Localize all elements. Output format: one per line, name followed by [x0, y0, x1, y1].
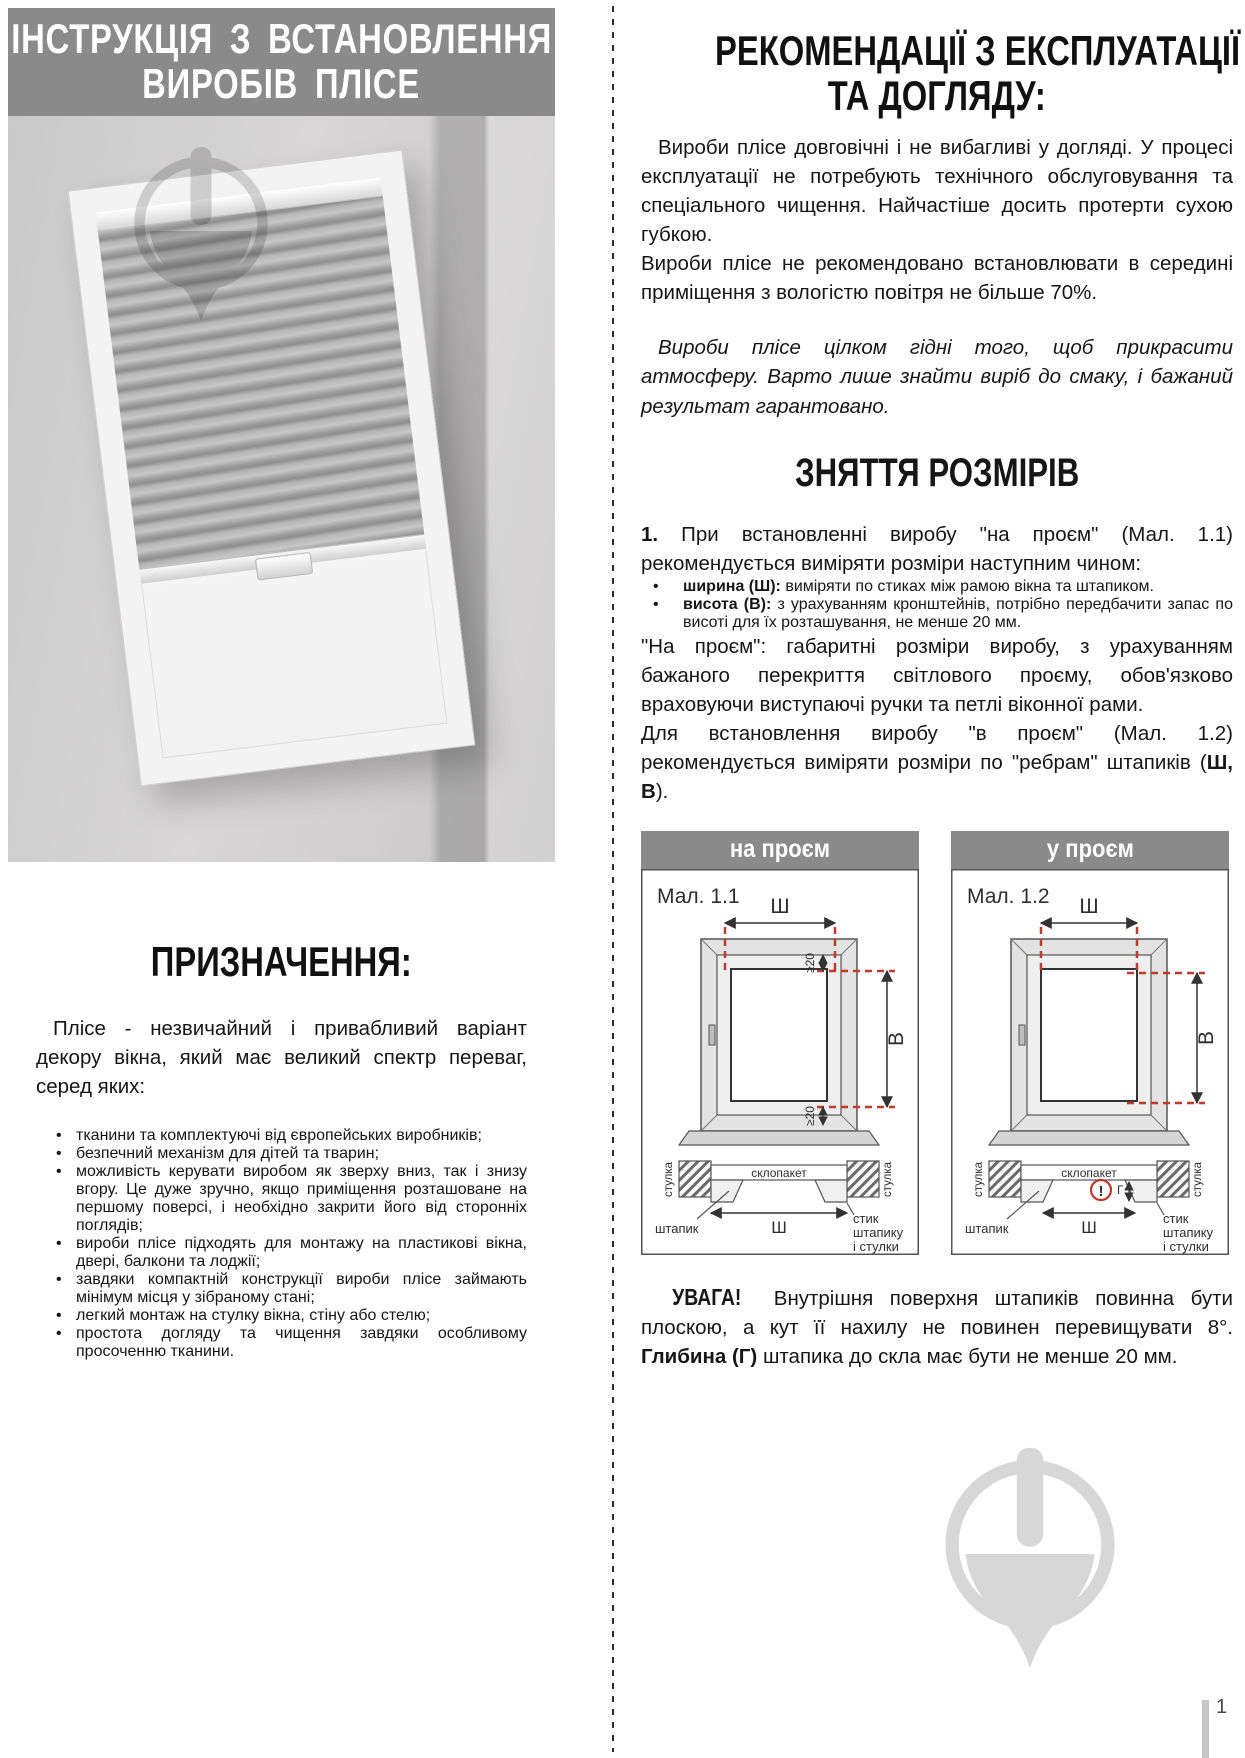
- page-number: 1: [1216, 1696, 1228, 1718]
- panel-header-label: у проєм: [1046, 835, 1134, 864]
- care-heading-line1-wrap: [641, 27, 1241, 74]
- bullet-dot: •: [653, 595, 659, 613]
- purpose-list: [36, 1127, 527, 1361]
- list-item: [36, 1271, 527, 1307]
- bullet-text: [683, 578, 1233, 596]
- purpose-heading: ПРИЗНАЧЕННЯ:: [151, 938, 412, 985]
- purpose-heading-wrap: [36, 938, 527, 986]
- column-divider: [612, 6, 614, 1752]
- bullet-dot: •: [653, 577, 659, 595]
- list-item: [641, 596, 1233, 632]
- care-paragraph-3: Вироби плісе цілком гідні того, щоб прикрасити атмосферу. Варто лише знайти виріб до смаку, і бажаний результат гарантовано.: [641, 336, 1233, 418]
- measurement-diagrams: [641, 831, 1233, 1255]
- purpose-section: [8, 862, 555, 1361]
- attention-label: УВАГА!: [672, 1283, 742, 1310]
- footer-divider: [1202, 1700, 1209, 1758]
- warning-exclamation: !: [1098, 1182, 1104, 1200]
- pleated-blind: [96, 178, 428, 598]
- figure-caption: Мал. 1.2: [967, 884, 1050, 908]
- bullet-dot: •: [56, 1127, 62, 1145]
- right-column: [641, 0, 1241, 1371]
- attention-paragraph: [641, 1281, 1233, 1372]
- sash-right-label: стулка: [882, 1161, 894, 1197]
- diagram-panel-on-opening: [641, 831, 919, 1255]
- list-item: [36, 1235, 527, 1271]
- purpose-intro: Плісе - незвичайний і привабливий варіант декору вікна, який має великий спектр переваг, серед яких:: [36, 1017, 527, 1099]
- glass-label: склопакет: [751, 1165, 807, 1180]
- bullet-dot: •: [56, 1235, 62, 1253]
- height-desc: з урахуванням кронштейнів, потрібно передбачити запас по висоті для їх розташування, не менше 20 мм.: [683, 595, 1233, 631]
- measuring-heading-wrap: [641, 451, 1233, 496]
- width-term: ширина (Ш):: [683, 577, 781, 595]
- bullet-dot: •: [56, 1145, 62, 1163]
- height-dim-label: В: [885, 1031, 908, 1046]
- depth-label: Г: [1117, 1182, 1124, 1197]
- product-photo: [8, 116, 555, 862]
- bead-label: штапик: [655, 1220, 699, 1236]
- section-width-label: Ш: [771, 1217, 787, 1237]
- care-paragraph-2: Вироби плісе не рекомендовано встановлювати в середині приміщення з вологістю повітря не більше 70%.: [641, 252, 1233, 305]
- bullet-text: вироби плісе підходять для монтажу на пластикові вікна, двері, балкони та лоджії;: [76, 1235, 527, 1271]
- measuring-heading: ЗНЯТТЯ РОЗМІРІВ: [794, 450, 1080, 495]
- width-dim-label: Ш: [1079, 894, 1099, 918]
- header-title-line1: ІНСТРУКЦІЯ З ВСТАНОВЛЕННЯ: [11, 15, 552, 63]
- bullet-dot: •: [56, 1307, 62, 1325]
- watermark-logo: [935, 1442, 1125, 1689]
- in-opening-end: ).: [655, 780, 669, 804]
- header-title-line2-wrap: [103, 62, 459, 107]
- joint-label-3: і стулки: [853, 1238, 899, 1254]
- attention-depth-term: Глибина (Г): [641, 1345, 758, 1369]
- window-render: [68, 150, 476, 787]
- joint-label-1: стик: [1163, 1210, 1189, 1226]
- in-opening-paragraph: [641, 719, 1233, 806]
- list-item: [641, 578, 1233, 596]
- bullet-text: простота догляду та чищення завдяки особливому просоченню тканини.: [76, 1325, 527, 1361]
- bullet-text: безпечний механізм для дітей та тварин;: [76, 1145, 380, 1163]
- bead-label: штапик: [965, 1220, 1009, 1236]
- diagram-figure-1-1: [641, 869, 919, 1255]
- bullet-text: тканини та комплектуючі від європейських виробників;: [76, 1127, 482, 1145]
- list-item: [36, 1163, 527, 1235]
- sash-right-label: стулка: [1192, 1161, 1204, 1197]
- care-heading-line2-wrap: [641, 73, 1233, 118]
- bullet-dot: •: [56, 1163, 62, 1181]
- joint-label-3: і стулки: [1163, 1238, 1209, 1254]
- width-desc: виміряти по стиках між рамою вікна та штапиком.: [785, 577, 1154, 595]
- blind-handle: [254, 552, 312, 581]
- care-heading-line2: ТА ДОГЛЯДУ:: [827, 72, 1047, 120]
- figure-caption: Мал. 1.1: [657, 884, 740, 908]
- bullet-dot: •: [56, 1271, 62, 1289]
- joint-label-2: штапику: [853, 1224, 904, 1240]
- care-heading-line1: РЕКОМЕНДАЦІЇ З ЕКСПЛУАТАЦІЇ: [715, 27, 1241, 74]
- step-number: 1.: [641, 522, 659, 546]
- list-item: [36, 1127, 527, 1145]
- glass-label: склопакет: [1061, 1165, 1117, 1180]
- dims-bold: Ш, В: [641, 751, 1233, 804]
- in-opening-text: Для встановлення виробу "в проєм" (Мал. 1.2) рекомендується виміряти розміри по "ребрам" штапиків (: [641, 722, 1233, 775]
- sash-left-label: стулка: [973, 1161, 985, 1197]
- bullet-text: завдяки компактній конструкції вироби плісе займають мінімум місця у зібраному стані;: [76, 1271, 527, 1307]
- measuring-intro: [641, 520, 1233, 578]
- sash-left-label: стулка: [663, 1161, 675, 1197]
- joint-label-2: штапику: [1163, 1224, 1214, 1240]
- window-handle: [1019, 1025, 1025, 1045]
- panel-header: [951, 831, 1229, 869]
- height-term: висота (В):: [683, 595, 772, 613]
- diagram-panel-in-opening: [951, 831, 1229, 1255]
- measuring-list: [641, 578, 1233, 632]
- panel-header-label: на проєм: [729, 835, 831, 864]
- blind-pleats: [98, 196, 424, 568]
- header-title-line2: ВИРОБІВ ПЛІСЕ: [142, 60, 421, 107]
- panel-header: [641, 831, 919, 869]
- attention-text-1: Внутрішня поверхня штапиків повинна бути плоскою, а кут її нахилу не повинен перевищувати 8°.: [641, 1286, 1233, 1340]
- instruction-header: [8, 8, 555, 116]
- height-dim-label: В: [1195, 1030, 1218, 1045]
- bullet-text: можливість керувати виробом як зверху вниз, так і знизу вгору. Це дуже зручно, якщо приміщення розташоване на першому поверсі, і необхідно закрити його від сторонніх поглядів;: [76, 1163, 527, 1235]
- attention-text-2: штапика до скла має бути не менше 20 мм.: [757, 1345, 1178, 1369]
- diagram-figure-1-2: [951, 869, 1229, 1255]
- gap-bottom-label: ≥20: [803, 1105, 817, 1126]
- window-handle: [709, 1025, 715, 1045]
- on-opening-paragraph: "На проєм": габаритні розміри виробу, з урахуванням бажаного перекриття світлового проєму, обов'язково враховуючи виступаючі ручки та петлі віконної рами.: [641, 634, 1233, 717]
- width-dim-label: Ш: [770, 894, 790, 918]
- joint-label-1: стик: [853, 1210, 879, 1226]
- bullet-text: [683, 596, 1233, 632]
- bullet-dot: •: [56, 1325, 62, 1343]
- list-item: [36, 1325, 527, 1361]
- measuring-intro-text: При встановленні виробу "на проєм" (Мал. 1.1) рекомендується виміряти розміри наступним чином:: [641, 522, 1233, 575]
- care-paragraph-1: Вироби плісе довговічні і не вибагливі у догляді. У процесі експлуатації не потребують технічного обслуговування та спеціального чищення. Найчастіше досить протерти сухою губкою.: [641, 135, 1233, 247]
- gap-top-label: ≥20: [803, 952, 817, 973]
- bullet-text: легкий монтаж на стулку вікна, стіну або стелю;: [76, 1307, 431, 1325]
- list-item: [36, 1307, 527, 1325]
- section-width-label: Ш: [1081, 1217, 1097, 1237]
- header-title-line1-wrap: [0, 17, 628, 62]
- care-heading: [641, 27, 1241, 120]
- list-item: [36, 1145, 527, 1163]
